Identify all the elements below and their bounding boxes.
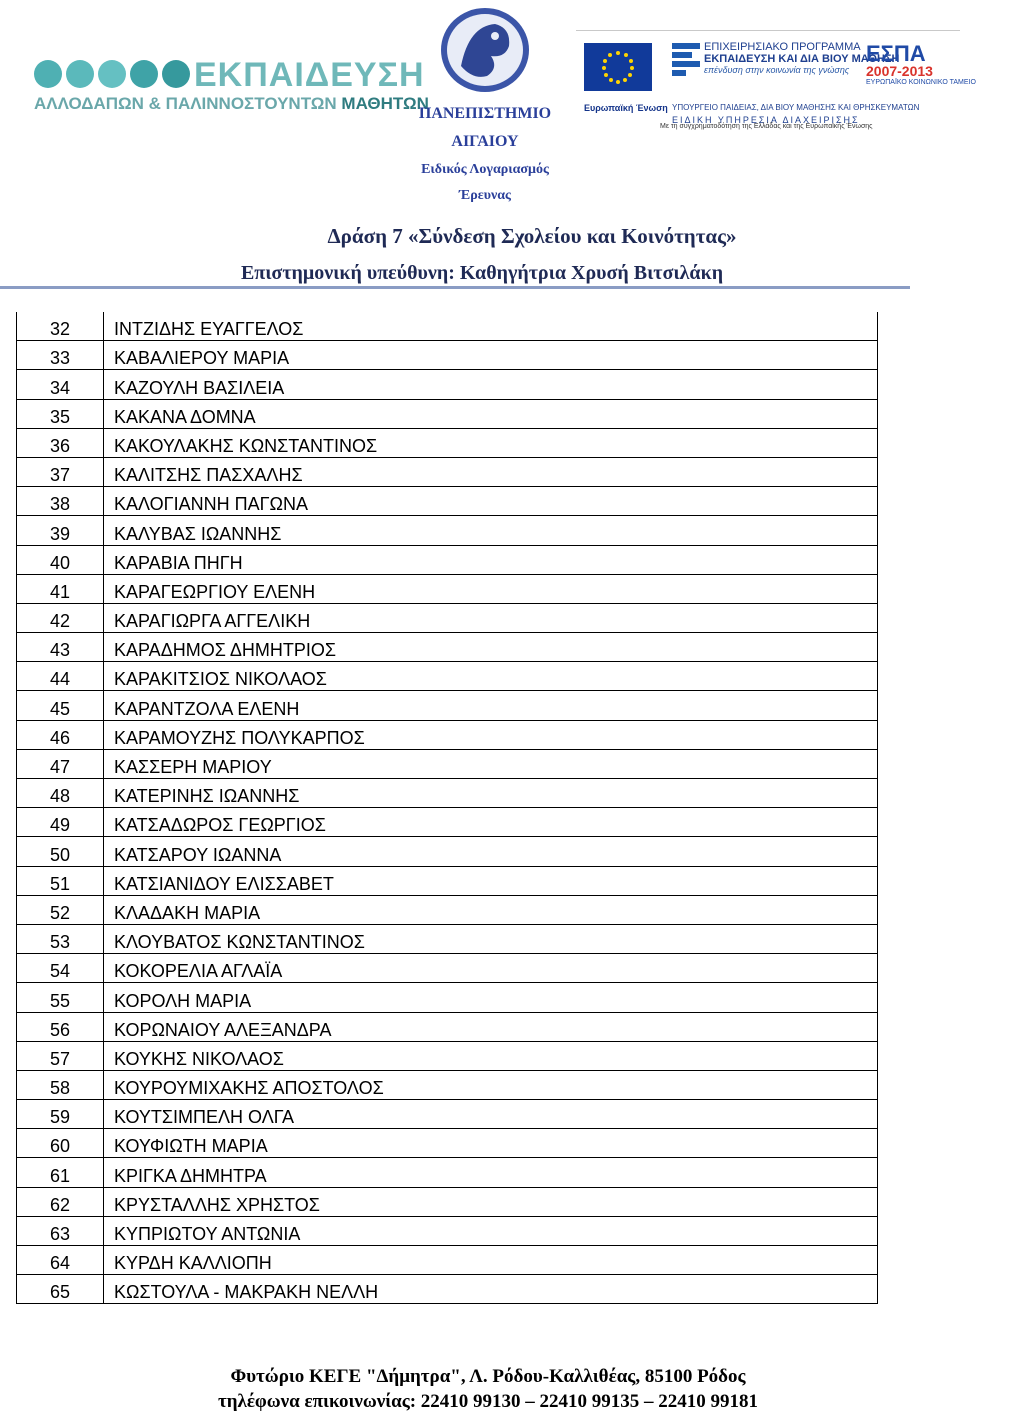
table-row [17, 983, 878, 1012]
operational-program-icon [672, 43, 700, 77]
logo-word: ΕΚΠΑΙΔΕΥΣΗ [194, 56, 425, 94]
participant-name: ΚΑΡΑΓΕΩΡΓΙΟΥ ΕΛΕΝΗ [104, 574, 878, 603]
row-number: 37 [17, 457, 104, 486]
row-number: 39 [17, 516, 104, 545]
table-row [17, 895, 878, 924]
table-row [17, 1070, 878, 1099]
document-header [0, 0, 976, 300]
table-row [17, 341, 878, 370]
footer-address: Φυτώριο ΚΕΓΕ "Δήμητρα", Λ. Ρόδου-Καλλιθέας, 85100 Ρόδος [230, 1366, 746, 1387]
table-row [17, 1012, 878, 1041]
table-row [17, 924, 878, 953]
table-row [17, 633, 878, 662]
row-number: 59 [17, 1100, 104, 1129]
table-row [17, 545, 878, 574]
participant-name: ΚΑΒΑΛΙΕΡΟΥ ΜΑΡΙΑ [104, 341, 878, 370]
university-name: ΠΑΝΕΠΙΣΤΗΜΙΟ [418, 105, 552, 122]
table-row [17, 662, 878, 691]
participant-name: ΚΑΤΣΑΡΟΥ ΙΩΑΝΝΑ [104, 837, 878, 866]
participant-name: ΚΛΟΥΒΑΤΟΣ ΚΩΝΣΤΑΝΤΙΝΟΣ [104, 924, 878, 953]
participant-name: ΚΑΡΑΔΗΜΟΣ ΔΗΜΗΤΡΙΟΣ [104, 633, 878, 662]
table-row [17, 399, 878, 428]
table-row [17, 312, 878, 341]
row-number: 54 [17, 954, 104, 983]
participant-name: ΚΑΤΕΡΙΝΗΣ ΙΩΑΝΝΗΣ [104, 779, 878, 808]
row-number: 53 [17, 924, 104, 953]
row-number: 35 [17, 399, 104, 428]
cofunding-label: Με τη συγχρηματοδότηση της Ελλάδας και της Ευρωπαϊκής Ένωσης [660, 123, 873, 130]
participants-table-wrapper [16, 312, 878, 1304]
table-row [17, 1216, 878, 1245]
row-number: 49 [17, 808, 104, 837]
row-number: 36 [17, 428, 104, 457]
participant-name: ΚΟΥΚΗΣ ΝΙΚΟΛΑΟΣ [104, 1041, 878, 1070]
university-emblem-icon [439, 6, 531, 94]
action-title: Δράση 7 «Σύνδεση Σχολείου και Κοινότητας» [327, 224, 737, 248]
eu-funding-banner [576, 30, 976, 139]
participant-name: ΚΟΥΦΙΩΤΗ ΜΑΡΙΑ [104, 1129, 878, 1158]
logo-subtitle: ΑΛΛΟΔΑΠΩΝ & ΠΑΛΙΝΝΟΣΤΟΥΝΤΩΝ ΜΑΘΗΤΩΝ [34, 94, 429, 113]
row-number: 51 [17, 866, 104, 895]
service-label: ΕΙΔΙΚΗ ΥΠΗΡΕΣΙΑ ΔΙΑΧΕΙΡΙΣΗΣ [672, 115, 860, 125]
participant-name: ΚΑΡΑΝΤΖΟΛΑ ΕΛΕΝΗ [104, 691, 878, 720]
participant-name: ΚΥΡΔΗ ΚΑΛΛΙΟΠΗ [104, 1246, 878, 1275]
table-row [17, 370, 878, 399]
university-block [400, 6, 570, 209]
row-number: 65 [17, 1275, 104, 1304]
participant-name: ΚΑΡΑΚΙΤΣΙΟΣ ΝΙΚΟΛΑΟΣ [104, 662, 878, 691]
table-row [17, 516, 878, 545]
logo-dots-icon [34, 60, 194, 88]
research-label: Έρευνας [459, 188, 511, 203]
table-row [17, 428, 878, 457]
participant-name: ΚΑΛΙΤΣΗΣ ΠΑΣΧΑΛΗΣ [104, 457, 878, 486]
table-row [17, 954, 878, 983]
row-number: 50 [17, 837, 104, 866]
row-number: 52 [17, 895, 104, 924]
table-row [17, 1275, 878, 1304]
participant-name: ΚΑΡΑΒΙΑ ΠΗΓΗ [104, 545, 878, 574]
row-number: 44 [17, 662, 104, 691]
participant-name: ΚΑΣΣΕΡΗ ΜΑΡΙΟΥ [104, 749, 878, 778]
participant-name: ΚΑΛΥΒΑΣ ΙΩΑΝΝΗΣ [104, 516, 878, 545]
participant-name: ΚΑΖΟΥΛΗ ΒΑΣΙΛΕΙΑ [104, 370, 878, 399]
table-row [17, 808, 878, 837]
espa-logo: ΕΣΠΑ 2007-2013 ΕΥΡΩΠΑΪΚΟ ΚΟΙΝΩΝΙΚΟ ΤΑΜΕΙΟ [866, 41, 976, 86]
row-number: 41 [17, 574, 104, 603]
row-number: 62 [17, 1187, 104, 1216]
row-number: 57 [17, 1041, 104, 1070]
row-number: 47 [17, 749, 104, 778]
education-program-logo [34, 56, 429, 120]
scientific-lead: Επιστημονική υπεύθυνη: Καθηγήτρια Χρυσή Βιτσιλάκη [240, 262, 724, 284]
eu-flag-icon [584, 43, 652, 91]
participants-table [16, 312, 878, 1304]
participant-name: ΙΝΤΖΙΔΗΣ ΕΥΑΓΓΕΛΟΣ [104, 312, 878, 341]
row-number: 34 [17, 370, 104, 399]
row-number: 55 [17, 983, 104, 1012]
participant-name: ΚΟΥΤΣΙΜΠΕΛΗ ΟΛΓΑ [104, 1100, 878, 1129]
table-row [17, 1041, 878, 1070]
row-number: 58 [17, 1070, 104, 1099]
participant-name: ΚΛΑΔΑΚΗ ΜΑΡΙΑ [104, 895, 878, 924]
participant-name: ΚΑΡΑΜΟΥΖΗΣ ΠΟΛΥΚΑΡΠΟΣ [104, 720, 878, 749]
row-number: 33 [17, 341, 104, 370]
university-name-2: ΑΙΓΑΙΟΥ [451, 133, 519, 150]
table-row [17, 1100, 878, 1129]
participant-name: ΚΩΣΤΟΥΛΑ - ΜΑΚΡΑΚΗ ΝΕΛΛΗ [104, 1275, 878, 1304]
table-row [17, 574, 878, 603]
table-row [17, 487, 878, 516]
row-number: 56 [17, 1012, 104, 1041]
table-row [17, 603, 878, 632]
participant-name: ΚΥΠΡΙΩΤΟΥ ΑΝΤΩΝΙΑ [104, 1216, 878, 1245]
row-number: 60 [17, 1129, 104, 1158]
table-row [17, 1158, 878, 1187]
row-number: 64 [17, 1246, 104, 1275]
footer-phones: τηλέφωνα επικοινωνίας: 22410 99130 – 22410 99135 – 22410 99181 [217, 1391, 759, 1412]
participant-name: ΚΑΡΑΓΙΩΡΓΑ ΑΓΓΕΛΙΚΗ [104, 603, 878, 632]
row-number: 45 [17, 691, 104, 720]
participant-name: ΚΟΡΩΝΑΙΟΥ ΑΛΕΞΑΝΔΡΑ [104, 1012, 878, 1041]
row-number: 32 [17, 312, 104, 341]
participant-name: ΚΟΥΡΟΥΜΙΧΑΚΗΣ ΑΠΟΣΤΟΛΟΣ [104, 1070, 878, 1099]
participant-name: ΚΑΚΑΝΑ ΔΟΜΝΑ [104, 399, 878, 428]
row-number: 46 [17, 720, 104, 749]
row-number: 43 [17, 633, 104, 662]
participant-name: ΚΑΚΟΥΛΑΚΗΣ ΚΩΝΣΤΑΝΤΙΝΟΣ [104, 428, 878, 457]
row-number: 42 [17, 603, 104, 632]
participant-name: ΚΡΥΣΤΑΛΛΗΣ ΧΡΗΣΤΟΣ [104, 1187, 878, 1216]
participant-name: ΚΟΡΟΛΗ ΜΑΡΙΑ [104, 983, 878, 1012]
table-row [17, 1187, 878, 1216]
special-account: Ειδικός Λογαριασμός [421, 162, 549, 177]
table-row [17, 1129, 878, 1158]
table-row [17, 1246, 878, 1275]
table-row [17, 457, 878, 486]
row-number: 63 [17, 1216, 104, 1245]
table-row [17, 837, 878, 866]
table-row [17, 691, 878, 720]
table-row [17, 866, 878, 895]
participant-name: ΚΑΤΣΑΔΩΡΟΣ ΓΕΩΡΓΙΟΣ [104, 808, 878, 837]
row-number: 48 [17, 779, 104, 808]
participant-name: ΚΑΤΣΙΑΝΙΔΟΥ ΕΛΙΣΣΑΒΕΤ [104, 866, 878, 895]
table-row [17, 779, 878, 808]
table-row [17, 720, 878, 749]
row-number: 61 [17, 1158, 104, 1187]
ministry-label: ΥΠΟΥΡΓΕΙΟ ΠΑΙΔΕΙΑΣ, ΔΙΑ ΒΙΟΥ ΜΑΘΗΣΗΣ ΚΑΙ ΘΡΗΣΚΕΥΜΑΤΩΝ [672, 103, 920, 112]
row-number: 40 [17, 545, 104, 574]
participant-name: ΚΡΙΓΚΑ ΔΗΜΗΤΡΑ [104, 1158, 878, 1187]
participant-name: ΚΟΚΟΡΕΛΙΑ ΑΓΛΑΪΑ [104, 954, 878, 983]
operational-program-text: ΕΠΙΧΕΙΡΗΣΙΑΚΟ ΠΡΟΓΡΑΜΜΑ ΕΚΠΑΙΔΕΥΣΗ ΚΑΙ ΔΙΑ ΒΙΟΥ ΜΑΘΗΣΗ επένδυση στην κοινωνία της γνώσης [704, 41, 900, 75]
table-row [17, 749, 878, 778]
participant-name: ΚΑΛΟΓΙΑΝΝΗ ΠΑΓΩΝΑ [104, 487, 878, 516]
row-number: 38 [17, 487, 104, 516]
header-divider [0, 286, 910, 289]
eu-union-label: Ευρωπαϊκή Ένωση [584, 103, 668, 113]
document-footer [0, 1364, 960, 1414]
